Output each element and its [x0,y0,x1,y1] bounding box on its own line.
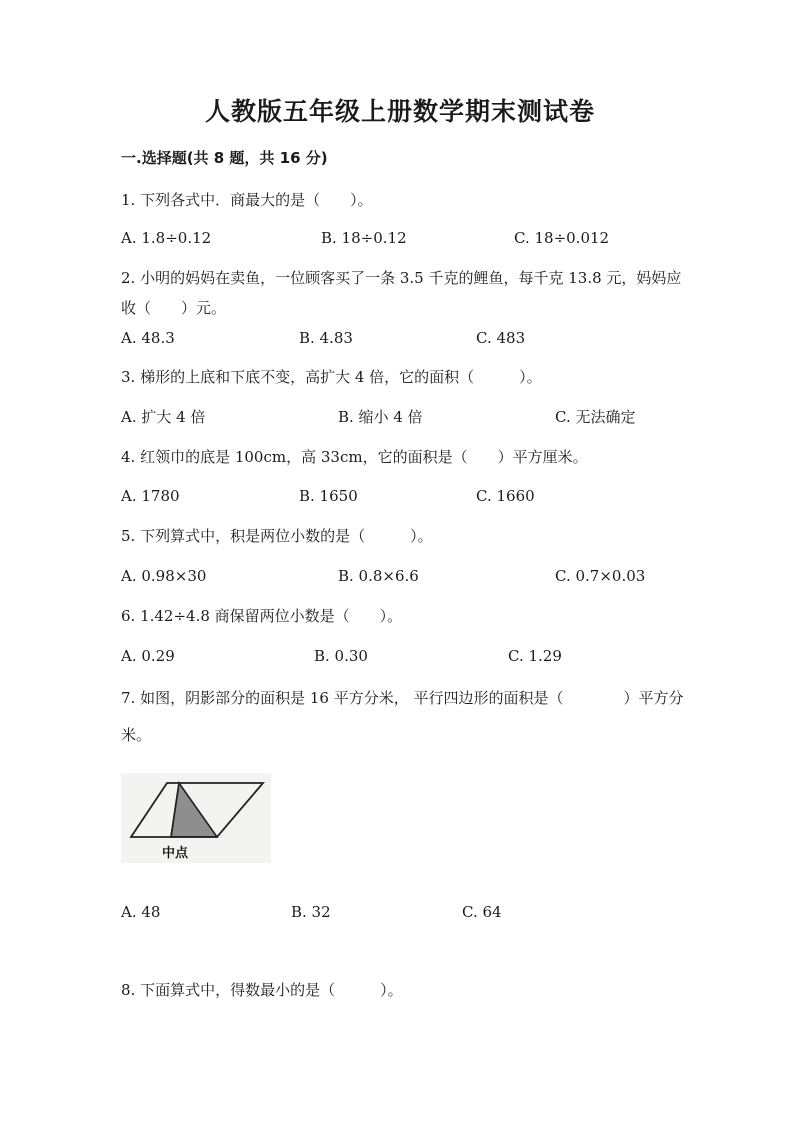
option-1a[interactable]: A. 1.8÷0.12 [121,229,212,247]
option-7b[interactable]: B. 32 [291,903,331,921]
option-6a[interactable]: A. 0.29 [121,647,175,665]
option-6c[interactable]: C. 1.29 [508,647,562,665]
option-3c[interactable]: C. 无法确定 [555,408,636,426]
parallelogram-diagram [121,773,271,863]
question-8: 8. 下面算式中，得数最小的是（ ）。 [121,981,403,999]
page-title: 人教版五年级上册数学期末测试卷 [204,97,595,126]
option-4c[interactable]: C. 1660 [476,487,535,505]
option-7c[interactable]: C. 64 [462,903,502,921]
question-4: 4. 红领巾的底是 100cm，高 33cm，它的面积是（ ）平方厘米。 [121,448,588,466]
section-heading: 一.选择题(共 8 题，共 16 分) [121,149,328,167]
option-1c[interactable]: C. 18÷0.012 [514,229,610,247]
midpoint-label: 中点 [162,846,189,861]
option-3b[interactable]: B. 缩小 4 倍 [338,408,423,426]
question-7: 7. 如图，阴影部分的面积是 16 平方分米， 平行四边形的面积是（ ）平方分米。 [121,689,684,744]
question-2: 2. 小明的妈妈在卖鱼，一位顾客买了一条 3.5 千克的鲤鱼，每千克 13.8 元，妈妈应收（ ）元。 [121,269,682,317]
option-7a[interactable]: A. 48 [121,903,161,921]
option-6b[interactable]: B. 0.30 [314,647,368,665]
question-1: 1. 下列各式中．商最大的是（ ）。 [121,191,373,209]
question-6: 6. 1.42÷4.8 商保留两位小数是（ ）。 [121,607,403,625]
option-4a[interactable]: A. 1780 [121,487,180,505]
option-5b[interactable]: B. 0.8×6.6 [338,567,419,585]
option-2b[interactable]: B. 4.83 [299,329,353,347]
option-2c[interactable]: C. 483 [476,329,526,347]
option-5c[interactable]: C. 0.7×0.03 [555,567,646,585]
question-5: 5. 下列算式中，积是两位小数的是（ ）。 [121,527,433,545]
parallelogram-figure [121,773,271,863]
question-3: 3. 梯形的上底和下底不变，高扩大 4 倍，它的面积（ ）。 [121,368,542,386]
option-1b[interactable]: B. 18÷0.12 [321,229,407,247]
option-3a[interactable]: A. 扩大 4 倍 [121,408,206,426]
option-4b[interactable]: B. 1650 [299,487,358,505]
option-5a[interactable]: A. 0.98×30 [121,567,207,585]
option-2a[interactable]: A. 48.3 [121,329,175,347]
